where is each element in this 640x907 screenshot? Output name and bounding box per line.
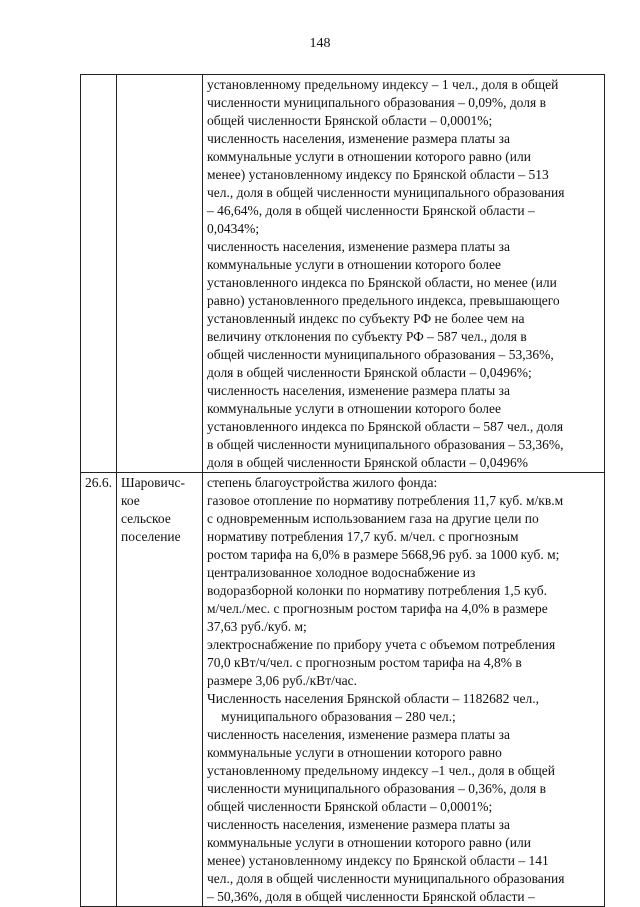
- text-line: численность населения, изменение размера платы за: [207, 817, 510, 832]
- settlement-name-cell: [117, 75, 203, 473]
- text-line: чел., доля в общей численности муниципального образования: [207, 871, 565, 886]
- settlement-name-line: Шаровичс-: [121, 475, 185, 490]
- settlement-name-line: поселение: [121, 529, 181, 544]
- text-line: менее) установленному индексу по Брянской области – 141: [207, 853, 549, 868]
- text-line: установленный индекс по субъекту РФ не более чем на: [207, 311, 525, 326]
- text-line: доля в общей численности Брянской области – 0,0496%: [207, 455, 529, 470]
- text-line: централизованное холодное водоснабжение из: [207, 565, 476, 580]
- text-line: 0,0434%;: [207, 221, 260, 236]
- row-number-cell: [81, 473, 117, 907]
- page-number: 148: [309, 36, 331, 51]
- text-line: чел., доля в общей численности муниципального образования: [207, 185, 565, 200]
- settlement-name-line: сельское: [121, 511, 171, 526]
- text-line: общей численности Брянской области – 0,0001%;: [207, 113, 493, 128]
- text-line: 70,0 кВт/ч/чел. с прогнозным ростом тарифа на 4,8% в: [207, 655, 522, 670]
- text-line: коммунальные услуги в отношении которого равно (или: [207, 835, 531, 850]
- text-line: численность населения, изменение размера платы за: [207, 239, 510, 254]
- text-line: установленному предельному индексу – 1 чел., доля в общей: [207, 77, 559, 92]
- text-line: коммунальные услуги в отношении которого более: [207, 401, 501, 416]
- table-row: [81, 75, 605, 473]
- table-row: [81, 473, 605, 907]
- text-line: общей численности Брянской области – 0,0001%;: [207, 799, 493, 814]
- text-line: менее) установленному индексу по Брянской области – 513: [207, 167, 549, 182]
- text-line: равно) установленного предельного индекса, превышающего: [207, 293, 560, 308]
- text-line: численности муниципального образования – 0,09%, доля в: [207, 95, 546, 110]
- settlement-name-cell: [117, 473, 203, 907]
- text-line: степень благоустройства жилого фонда:: [207, 475, 438, 490]
- text-line: установленного индекса по Брянской области, но менее (или: [207, 275, 557, 290]
- text-line: м/чел./мес. с прогнозным ростом тарифа на 4,0% в размере: [207, 601, 548, 616]
- text-line: муниципального образования – 280 чел.;: [221, 709, 456, 724]
- text-line: размере 3,06 руб./кВт/час.: [207, 673, 358, 688]
- text-line: величину отклонения по субъекту РФ – 587 чел., доля в: [207, 329, 527, 344]
- text-line: – 50,36%, доля в общей численности Брянской области –: [207, 889, 535, 904]
- description-cell: [203, 75, 605, 473]
- text-line: общей численности муниципального образования – 53,36%,: [207, 347, 554, 362]
- text-line: численность населения, изменение размера платы за: [207, 727, 510, 742]
- text-line: коммунальные услуги в отношении которого более: [207, 257, 501, 272]
- data-table: [80, 74, 605, 907]
- text-line: с одновременным использованием газа на другие цели по: [207, 511, 539, 526]
- text-line: ростом тарифа на 6,0% в размере 5668,96 руб. за 1000 куб. м;: [207, 547, 560, 562]
- text-line: электроснабжение по прибору учета с объемом потребления: [207, 637, 556, 652]
- text-line: численность населения, изменение размера платы за: [207, 131, 510, 146]
- text-line: установленному предельному индексу –1 чел., доля в общей: [207, 763, 555, 778]
- text-line: коммунальные услуги в отношении которого равно (или: [207, 149, 531, 164]
- text-line: нормативу потребления 17,7 куб. м/чел. с прогнозным: [207, 529, 519, 544]
- text-line: 37,63 руб./куб. м;: [207, 619, 307, 634]
- text-line: – 46,64%, доля в общей численности Брянской области –: [207, 203, 535, 218]
- row-number: 26.6.: [85, 475, 112, 490]
- text-line: газовое отопление по нормативу потребления 11,7 куб. м/кв.м: [207, 493, 564, 508]
- text-line: водоразборной колонки по нормативу потребления 1,5 куб.: [207, 583, 548, 598]
- text-line: доля в общей численности Брянской области – 0,0496%;: [207, 365, 532, 380]
- text-line: в общей численности муниципального образования – 53,36%,: [207, 437, 564, 452]
- text-line: численность населения, изменение размера платы за: [207, 383, 510, 398]
- text-line: коммунальные услуги в отношении которого равно: [207, 745, 502, 760]
- text-line: численности муниципального образования – 0,36%, доля в: [207, 781, 546, 796]
- text-line: Численность населения Брянской области – 1182682 чел.,: [207, 691, 539, 706]
- description-cell: [203, 473, 605, 907]
- settlement-name-line: кое: [121, 493, 140, 508]
- row-number-cell: [81, 75, 117, 473]
- text-line: установленного индекса по Брянской области – 587 чел., доля: [207, 419, 564, 434]
